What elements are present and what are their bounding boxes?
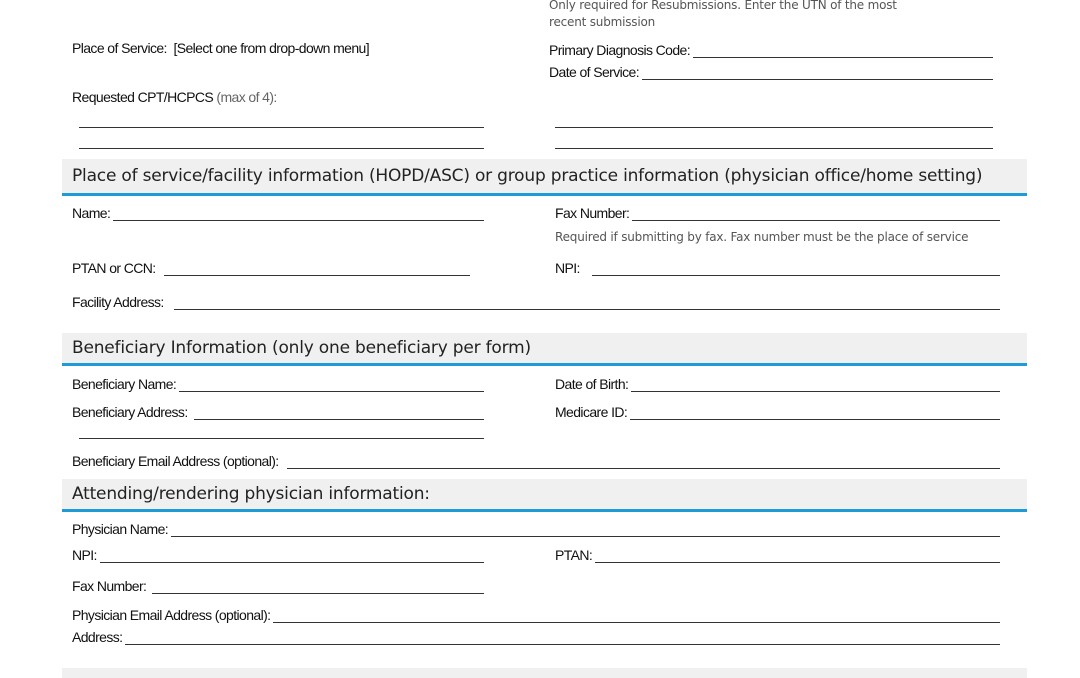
physician-npi-label: NPI:	[72, 547, 97, 563]
facility-address-label: Facility Address:	[72, 294, 164, 310]
medicare-id-field[interactable]	[555, 402, 1000, 420]
physician-fax-label: Fax Number:	[72, 578, 147, 594]
primary-diagnosis-label: Primary Diagnosis Code:	[549, 42, 691, 58]
cpt-input-2[interactable]	[555, 127, 993, 128]
cpt-label: Requested CPT/HCPCS	[72, 89, 214, 105]
facility-section-title: Place of service/facility information (HOPD/ASC) or group practice information (physician office/home setting)	[72, 166, 983, 186]
ptan-ccn-field[interactable]	[72, 258, 470, 276]
place-of-service-field[interactable]	[72, 40, 369, 56]
physician-name-label: Physician Name:	[72, 521, 169, 537]
beneficiary-address-input[interactable]	[194, 405, 484, 420]
primary-diagnosis-input[interactable]	[693, 43, 993, 58]
physician-fax-input[interactable]	[152, 579, 484, 594]
physician-address-input[interactable]	[125, 630, 1000, 645]
cpt-input-4[interactable]	[555, 148, 993, 149]
physician-email-field[interactable]	[72, 605, 1000, 623]
physician-email-label: Physician Email Address (optional):	[72, 607, 271, 623]
facility-name-label: Name:	[72, 205, 111, 221]
beneficiary-email-label: Beneficiary Email Address (optional):	[72, 453, 279, 469]
utn-note: Only required for Resubmissions. Enter the UTN of the most	[549, 0, 897, 12]
beneficiary-name-label: Beneficiary Name:	[72, 376, 177, 392]
physician-ptan-field[interactable]	[555, 545, 1000, 563]
physician-address-label: Address:	[72, 629, 123, 645]
physician-ptan-input[interactable]	[595, 548, 1000, 563]
date-of-service-input[interactable]	[642, 65, 993, 80]
facility-address-field[interactable]	[72, 292, 1000, 310]
utn-note-2: recent submission	[549, 15, 656, 29]
facility-fax-label: Fax Number:	[555, 205, 630, 221]
dob-field[interactable]	[555, 374, 1000, 392]
facility-fax-input[interactable]	[632, 206, 1000, 221]
cpt-input-1[interactable]	[79, 127, 484, 128]
ptan-ccn-label: PTAN or CCN:	[72, 260, 156, 276]
fax-note: Required if submitting by fax. Fax number must be the place of service	[555, 230, 969, 244]
beneficiary-name-field[interactable]	[72, 374, 484, 392]
facility-npi-field[interactable]	[555, 258, 1000, 276]
facility-fax-field[interactable]	[555, 203, 1000, 221]
beneficiary-address-input-2[interactable]	[79, 438, 484, 439]
cpt-input-3[interactable]	[79, 148, 484, 149]
facility-section-header	[62, 159, 1027, 196]
next-section-header	[62, 668, 1027, 678]
physician-name-field[interactable]	[72, 519, 1000, 537]
date-of-service-label: Date of Service:	[549, 64, 639, 80]
beneficiary-email-field[interactable]	[72, 451, 1000, 469]
physician-npi-input[interactable]	[100, 548, 484, 563]
dob-label: Date of Birth:	[555, 376, 629, 392]
primary-diagnosis-field[interactable]	[549, 40, 993, 58]
physician-ptan-label: PTAN:	[555, 547, 593, 563]
beneficiary-address-label: Beneficiary Address:	[72, 404, 188, 420]
physician-fax-field[interactable]	[72, 576, 484, 594]
facility-address-input[interactable]	[174, 295, 1000, 310]
physician-address-field[interactable]	[72, 627, 1000, 645]
facility-name-field[interactable]	[72, 203, 484, 221]
physician-email-input[interactable]	[273, 608, 1000, 623]
physician-npi-field[interactable]	[72, 545, 484, 563]
place-of-service-dropdown[interactable]: [Select one from drop-down menu]	[173, 40, 370, 56]
medicare-id-input[interactable]	[630, 405, 1000, 420]
beneficiary-address-field[interactable]	[72, 402, 484, 420]
place-of-service-label: Place of Service:	[72, 40, 167, 56]
beneficiary-email-input[interactable]	[287, 454, 1000, 469]
medicare-id-label: Medicare ID:	[555, 404, 628, 420]
physician-name-input[interactable]	[171, 522, 1000, 537]
ptan-ccn-input[interactable]	[164, 261, 470, 276]
physician-section-title: Attending/rendering physician information:	[72, 484, 430, 504]
beneficiary-section-title: Beneficiary Information (only one beneficiary per form)	[72, 338, 531, 358]
beneficiary-name-input[interactable]	[179, 377, 484, 392]
cpt-hint: (max of 4):	[216, 89, 277, 105]
dob-input[interactable]	[631, 377, 1000, 392]
facility-npi-input[interactable]	[592, 261, 1000, 276]
facility-npi-label: NPI:	[555, 260, 580, 276]
beneficiary-section-header	[62, 333, 1027, 366]
facility-name-input[interactable]	[113, 206, 484, 221]
date-of-service-field[interactable]	[549, 62, 993, 80]
cpt-label-row	[72, 89, 277, 105]
physician-section-header	[62, 479, 1027, 512]
